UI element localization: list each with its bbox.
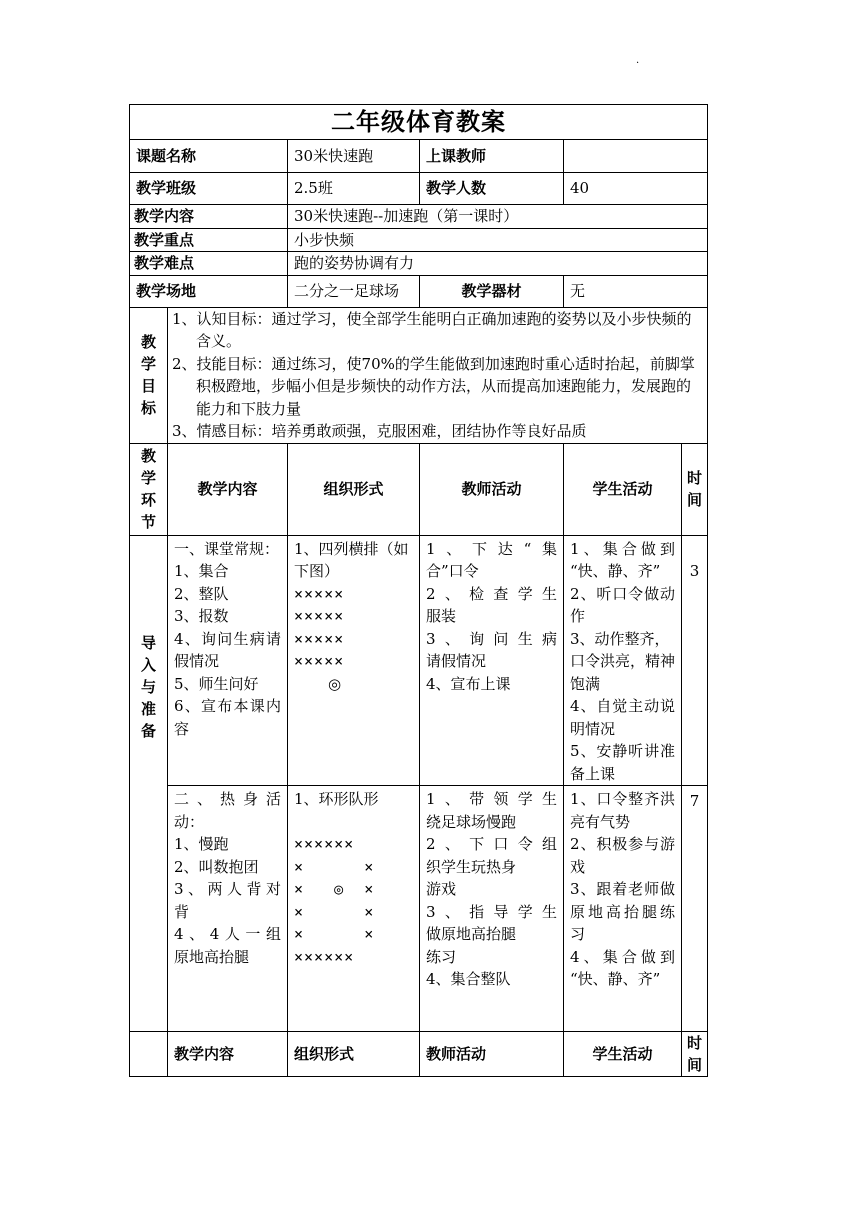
warmup-time: 7 [682,786,708,1032]
key-point-value: 小步快频 [288,228,708,252]
difficulty-label: 教学难点 [130,252,288,276]
venue-value: 二分之一足球场 [288,275,420,307]
content-value: 30米快速跑--加速跑（第一课时） [288,205,708,229]
time-header: 时 间 [682,443,708,535]
topic-value: 30米快速跑 [288,140,420,173]
document-title: 二年级体育教案 [130,105,708,140]
routine-student-activity: 1、集合做到 “快、静、齐” 2、听口令做动 作 3、动作整齐， 口令洪亮，精神 饱满 4、自觉主动说 明情况 5、安静听讲准 备上课 [564,535,682,786]
key-point-label: 教学重点 [130,228,288,252]
stage-intro-label: 导 入 与 准 备 [130,535,168,1032]
footer-stage-cell [130,1032,168,1077]
student-count-value: 40 [564,173,708,205]
routine-organization: 1、四列横排（如 下图） ××××× ××××× ××××× ××××× ◎ [288,535,420,786]
stage-header: 教 学 环 节 [130,443,168,535]
difficulty-value: 跑的姿势协调有力 [288,252,708,276]
page-marker-dot: . [636,55,640,66]
routine-teacher-activity: 1、下达“集 合”口令 2、检查学生 服装 3、询问生病 请假情况 4、宣布上课 [420,535,564,786]
student-count-label: 教学人数 [420,173,564,205]
warmup-student-activity: 1、口令整齐洪 亮有气势 2、积极参与游 戏 3、跟着老师做 原地高抬腿练 习 4、集合做到 “快、静、齐” [564,786,682,1032]
footer-organization-header: 组织形式 [288,1032,420,1077]
warmup-teacher-activity: 1、带领学生 绕足球场慢跑 2、下口令组 织学生玩热身 游戏 3、指导学生 做原地高抬腿 练习 4、集合整队 [420,786,564,1032]
warmup-content: 二、热身活 动： 1、慢跑 2、叫数抱团 3、两人背对 背 4、4人一组 原地高抬腿 [168,786,288,1032]
organization-header: 组织形式 [288,443,420,535]
footer-teacher-activity-header: 教师活动 [420,1032,564,1077]
content-label: 教学内容 [130,205,288,229]
class-label: 教学班级 [130,173,288,205]
routine-time: 3 [682,535,708,786]
footer-student-activity-header: 学生活动 [564,1032,682,1077]
equipment-value: 无 [564,275,708,307]
topic-label: 课题名称 [130,140,288,173]
objective-item: 1、认知目标：通过学习，使全部学生能明白正确加速跑的姿势以及小步快频的含义。 [172,309,692,350]
footer-content-header: 教学内容 [168,1032,288,1077]
objectives-list [168,307,708,443]
equipment-label: 教学器材 [420,275,564,307]
teacher-activity-header: 教师活动 [420,443,564,535]
footer-time-header: 时 间 [682,1032,708,1077]
lesson-plan-table [129,104,708,1077]
venue-label: 教学场地 [130,275,288,307]
teacher-label: 上课教师 [420,140,564,173]
objectives-label: 教 学 目 标 [130,307,168,443]
student-activity-header: 学生活动 [564,443,682,535]
teacher-position-marker: ◎ [328,674,342,693]
objective-item: 3、情感目标：培养勇敢顽强，克服困难，团结协作等良好品质 [172,422,587,440]
warmup-organization: 1、环形队形 ×××××× × × × ◎ × × × × × ×××××× [288,786,420,1032]
circle-formation: ×××××× [294,835,355,853]
objective-item: 2、技能目标：通过练习，使70%的学生能做到加速跑时重心适时抬起，前脚掌积极蹬地，步幅小但是步频快的动作方法，从而提高加速跑能力，发展跑的能力和下肢力量 [172,354,695,418]
teacher-value [564,140,708,173]
class-value: 2.5班 [288,173,420,205]
content-header: 教学内容 [168,443,288,535]
routine-content: 一、课堂常规： 1、集合 2、整队 3、报数 4、询问生病请 假情况 5、师生问好 6、宣布本课内 容 [168,535,288,786]
formation-grid: ××××× [294,584,345,603]
